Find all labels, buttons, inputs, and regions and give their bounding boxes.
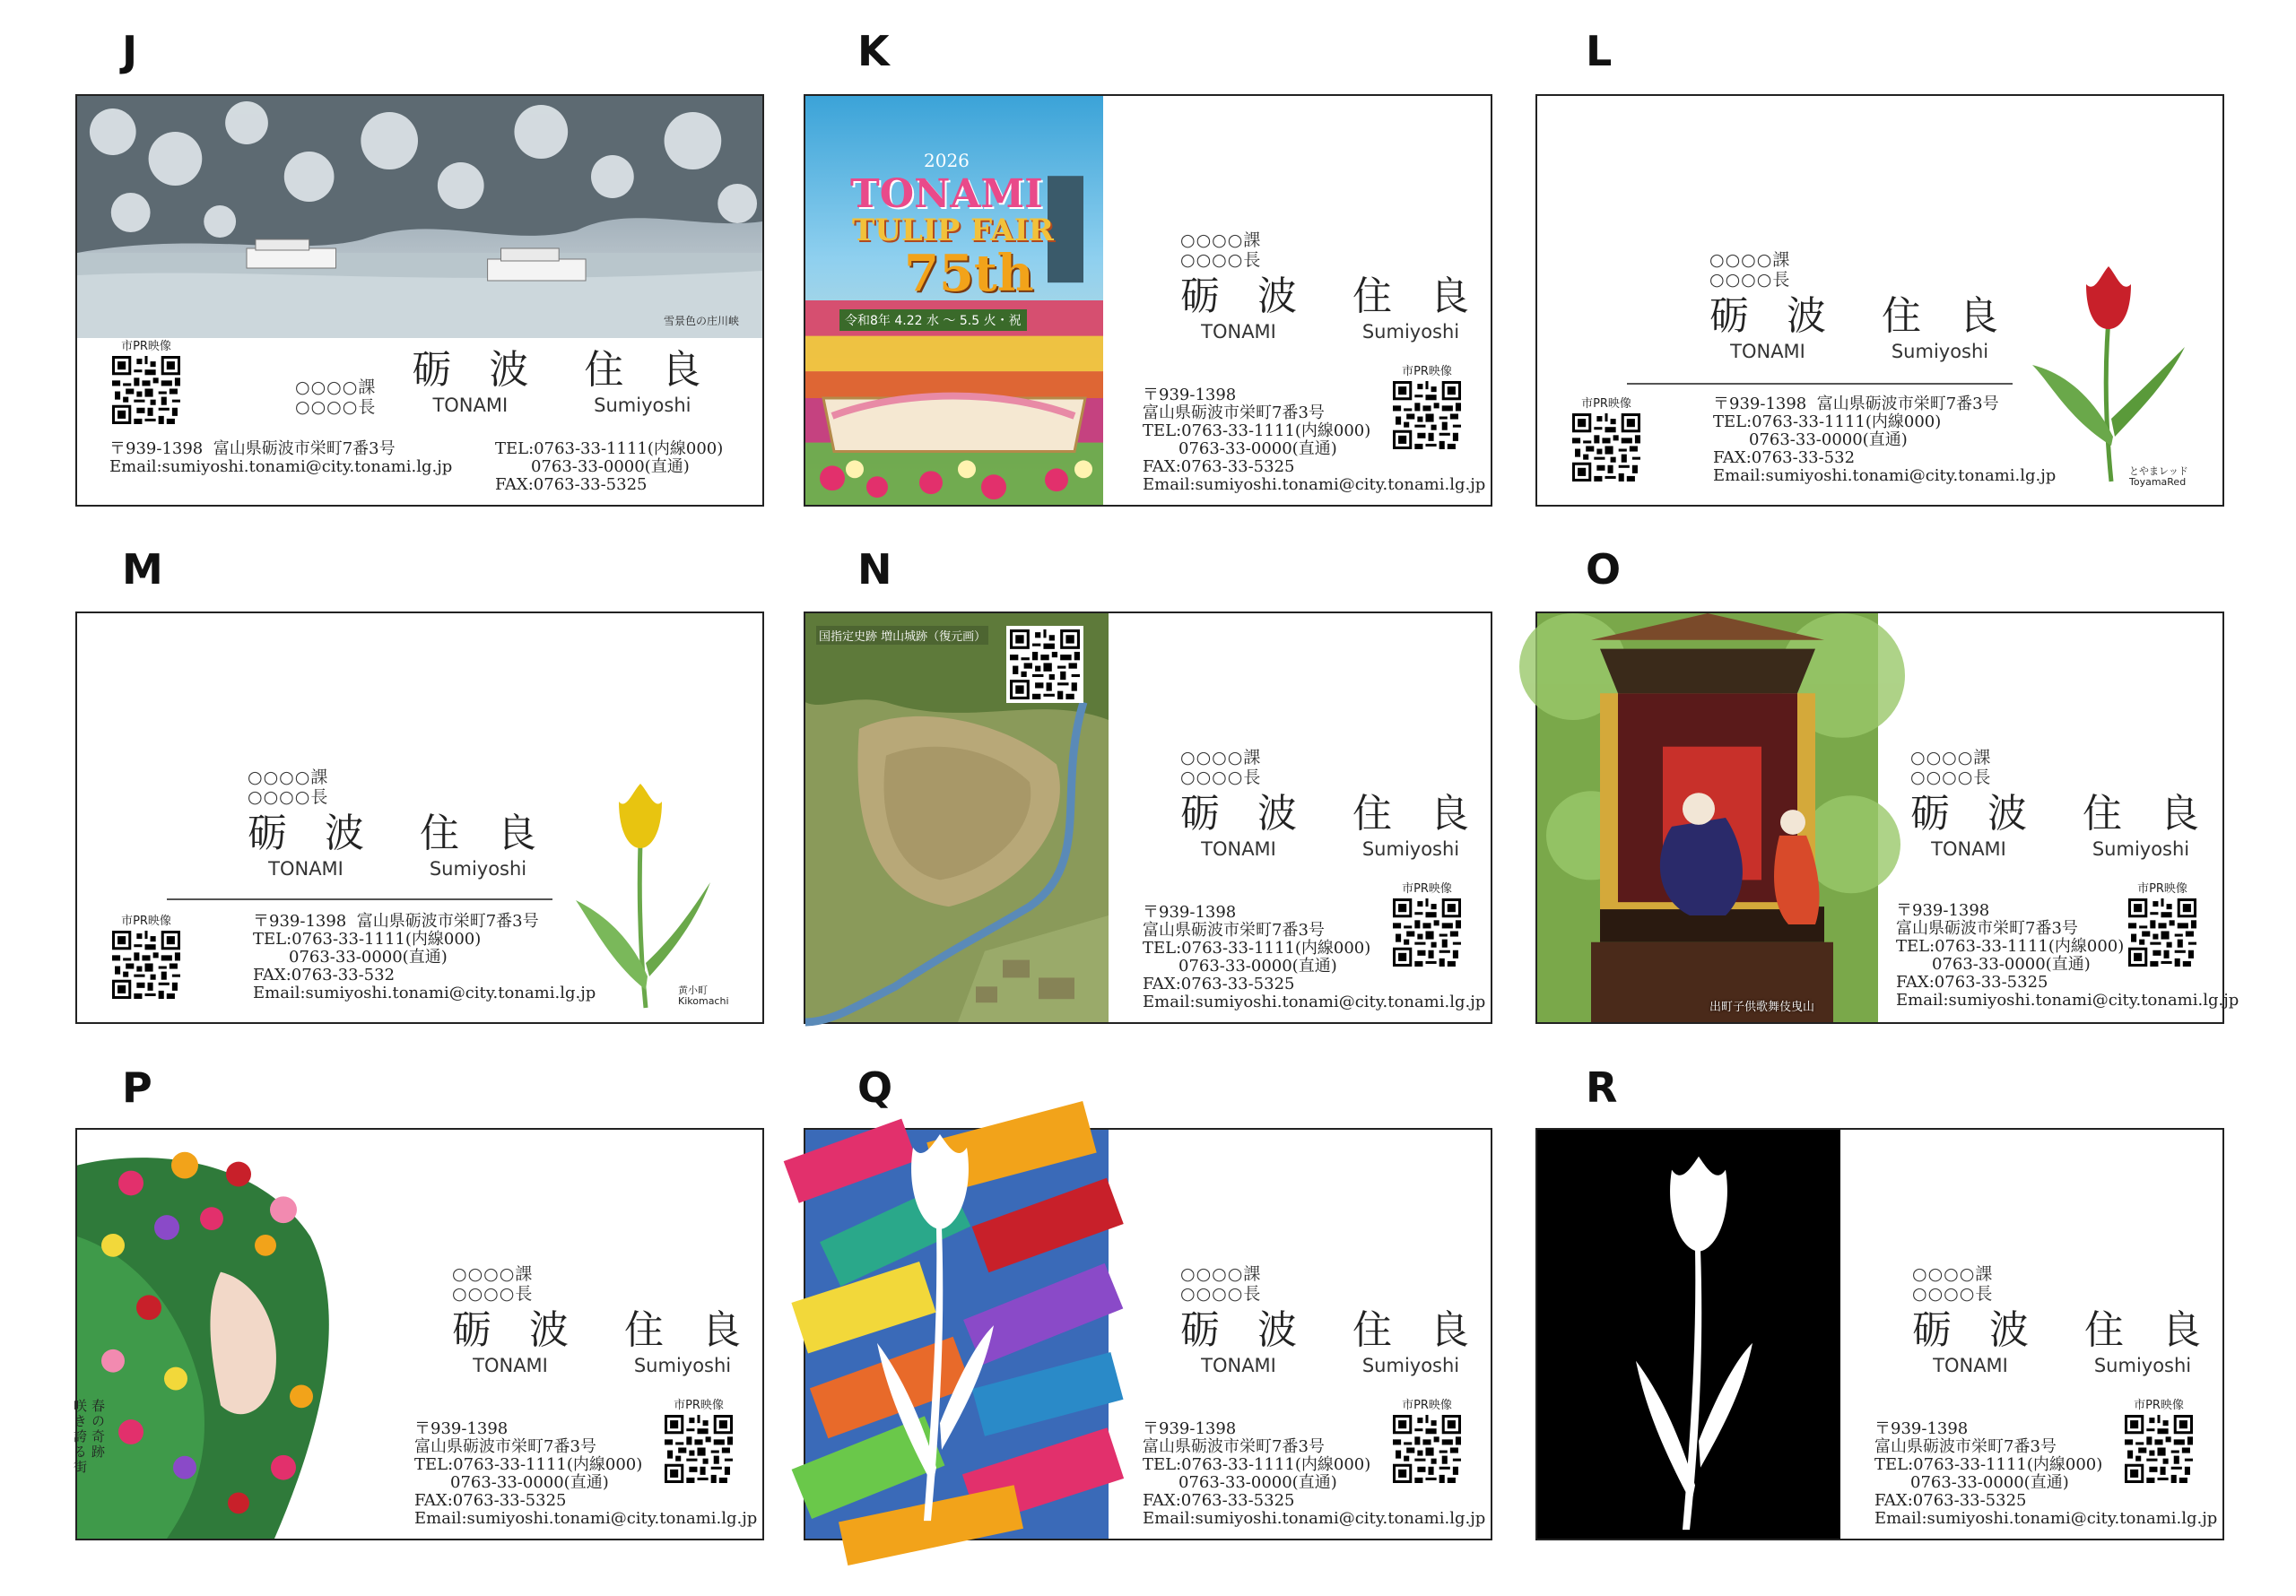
flower-woman-illustration	[77, 1130, 380, 1539]
department: ○○○○課	[1180, 748, 1262, 768]
fax: FAX:0763-33-5325	[414, 1491, 567, 1510]
divider-line	[1627, 383, 2013, 385]
surname: 砺 波	[452, 1307, 581, 1353]
business-card-q[interactable]	[804, 1128, 1492, 1540]
given-name: 住 良	[1882, 293, 2011, 339]
address-block	[414, 1420, 757, 1528]
fax: FAX:0763-33-5325	[495, 475, 648, 494]
given-roman: Sumiyoshi	[633, 1355, 732, 1376]
direct-tel[interactable]: 0763-33-0000(直通)	[1932, 955, 2091, 974]
given-name: 住 良	[584, 347, 714, 393]
given-roman: Sumiyoshi	[2093, 1355, 2192, 1376]
address: 富山県砺波市栄町7番3号	[1896, 919, 2078, 938]
address: 富山県砺波市栄町7番3号	[1143, 403, 1325, 422]
surname-roman: TONAMI	[1201, 1355, 1276, 1376]
name-block	[1180, 748, 1482, 861]
qr-block	[1570, 397, 1643, 481]
tulip-name-en: Kikomachi	[678, 995, 729, 1007]
fair-anniversary: 75th	[904, 244, 1034, 303]
email[interactable]: Email:sumiyoshi.tonami@city.tonami.lg.jp	[1143, 475, 1486, 494]
qr-label: 市PR映像	[121, 915, 171, 928]
given-roman: Sumiyoshi	[594, 395, 691, 416]
department: ○○○○課	[1910, 748, 1992, 768]
card-letter-k: K	[857, 27, 890, 75]
surname: 砺 波	[412, 347, 542, 393]
direct-tel[interactable]: 0763-33-0000(直通)	[531, 457, 690, 476]
job-title: ○○○○長	[1180, 768, 1262, 787]
job-title: ○○○○長	[248, 787, 329, 807]
business-card-r[interactable]	[1535, 1128, 2224, 1540]
qr-label: 市PR映像	[1402, 365, 1452, 378]
business-card-m[interactable]	[75, 612, 764, 1024]
card-letter-p: P	[122, 1063, 152, 1112]
direct-tel[interactable]: 0763-33-0000(直通)	[450, 1473, 609, 1492]
given-roman: Sumiyoshi	[2092, 838, 2190, 860]
surname-roman: TONAMI	[1931, 838, 2006, 860]
qr-label: 市PR映像	[121, 340, 171, 353]
email[interactable]: Email:sumiyoshi.tonami@city.tonami.lg.jp	[109, 457, 453, 476]
postal-code: 〒939-1398	[253, 912, 347, 931]
qr-label: 市PR映像	[1402, 1399, 1452, 1412]
given-roman: Sumiyoshi	[429, 858, 527, 880]
qr-label: 市PR映像	[674, 1399, 724, 1412]
surname: 砺 波	[1912, 1307, 2041, 1353]
address-block	[1143, 386, 1485, 494]
qr-label: 市PR映像	[1581, 397, 1631, 411]
fax: FAX:0763-33-5325	[1874, 1491, 2027, 1510]
qr-code-icon[interactable]	[112, 356, 180, 424]
fax: FAX:0763-33-5325	[1143, 975, 1295, 993]
direct-tel[interactable]: 0763-33-0000(直通)	[1178, 439, 1337, 458]
fax: FAX:0763-33-5325	[1143, 1491, 1295, 1510]
job-title: ○○○○長	[1180, 250, 1262, 270]
name-block	[1709, 250, 2011, 363]
qr-code-icon[interactable]	[1572, 413, 1640, 481]
email[interactable]: Email:sumiyoshi.tonami@city.tonami.lg.jp	[1874, 1509, 2218, 1528]
job-title: ○○○○長	[1709, 270, 1791, 290]
surname-roman: TONAMI	[268, 858, 344, 880]
fax: FAX:0763-33-532	[253, 966, 396, 984]
job-title: ○○○○長	[452, 1284, 534, 1304]
email[interactable]: Email:sumiyoshi.tonami@city.tonami.lg.jp	[253, 984, 596, 1002]
card-letter-q: Q	[857, 1063, 893, 1112]
department: ○○○○課	[1180, 1264, 1262, 1284]
surname-roman: TONAMI	[1730, 341, 1805, 362]
address-block	[1143, 904, 1485, 1011]
tulip-icon	[576, 784, 710, 1008]
address-block	[1874, 1420, 2217, 1528]
email[interactable]: Email:sumiyoshi.tonami@city.tonami.lg.jp	[1713, 466, 2057, 485]
surname-roman: TONAMI	[1201, 321, 1276, 343]
qr-code-icon[interactable]	[112, 931, 180, 999]
address: 富山県砺波市栄町7番3号	[356, 912, 539, 931]
address: 富山県砺波市栄町7番3号	[1143, 1437, 1325, 1456]
tel[interactable]: TEL:0763-33-1111(内線000)	[1143, 1455, 1371, 1474]
department: ○○○○課	[248, 768, 329, 787]
fair-dates: 令和8年 4.22 水 ～ 5.5 火・祝	[839, 309, 1027, 331]
qr-block	[109, 915, 183, 999]
address-block	[109, 440, 452, 476]
tel[interactable]: TEL:0763-33-1111(内線000)	[414, 1455, 643, 1474]
surname: 砺 波	[1709, 293, 1839, 339]
name-block	[1910, 748, 2212, 861]
email[interactable]: Email:sumiyoshi.tonami@city.tonami.lg.jp	[1143, 993, 1486, 1011]
fair-year: 2026	[924, 150, 970, 171]
tel[interactable]: TEL:0763-33-1111(内線000)	[495, 439, 724, 458]
direct-tel[interactable]: 0763-33-0000(直通)	[1178, 1473, 1337, 1492]
name-block	[1180, 230, 1482, 343]
surname-roman: TONAMI	[432, 395, 509, 416]
department: ○○○○課	[452, 1264, 534, 1284]
given-roman: Sumiyoshi	[1361, 1355, 1460, 1376]
surname: 砺 波	[1180, 273, 1309, 319]
direct-tel[interactable]: 0763-33-0000(直通)	[1178, 957, 1337, 976]
address: 富山県砺波市栄町7番3号	[1874, 1437, 2057, 1456]
card-letter-r: R	[1586, 1063, 1618, 1112]
postal-code: 〒939-1398	[1143, 386, 1237, 404]
direct-tel[interactable]: 0763-33-0000(直通)	[1749, 430, 1908, 449]
business-card-n[interactable]	[804, 612, 1492, 1024]
name-block	[1912, 1264, 2213, 1377]
given-name: 住 良	[1352, 1307, 1482, 1353]
business-card-p[interactable]	[72, 1128, 764, 1540]
black-tulip-panel	[1537, 1130, 1840, 1539]
postal-code: 〒939-1398	[1143, 1419, 1237, 1438]
kabuki-float-photo	[1537, 613, 1878, 1022]
address: 富山県砺波市栄町7番3号	[1816, 395, 1999, 413]
department: ○○○○課	[1180, 230, 1262, 250]
tel[interactable]: TEL:0763-33-1111(内線000)	[1143, 421, 1371, 440]
surname-roman: TONAMI	[1933, 1355, 2008, 1376]
department: ○○○○課	[1912, 1264, 1994, 1284]
email[interactable]: Email:sumiyoshi.tonami@city.tonami.lg.jp	[1896, 991, 2239, 1010]
address-block	[1896, 902, 2239, 1010]
divider-line	[167, 898, 552, 900]
fax: FAX:0763-33-5325	[1896, 973, 2048, 992]
qr-label: 市PR映像	[2137, 882, 2187, 896]
postal-code: 〒939-1398	[1713, 395, 1807, 413]
business-card-l[interactable]	[1535, 94, 2224, 507]
business-card-o[interactable]	[1535, 612, 2239, 1024]
job-title: ○○○○長	[1912, 1284, 1994, 1304]
poster-slogan-2: 咲き誇る街	[72, 1399, 88, 1475]
name-block	[1180, 1264, 1482, 1377]
business-card-k[interactable]	[804, 94, 1492, 507]
direct-tel[interactable]: 0763-33-0000(直通)	[1910, 1473, 2069, 1492]
card-letter-n: N	[857, 545, 892, 594]
surname-roman: TONAMI	[473, 1355, 548, 1376]
qr-label: 市PR映像	[1402, 882, 1452, 896]
tel[interactable]: TEL:0763-33-1111(内線000)	[1896, 937, 2125, 956]
direct-tel[interactable]: 0763-33-0000(直通)	[289, 948, 448, 967]
address: 富山県砺波市栄町7番3号	[414, 1437, 596, 1456]
tulip-name-jp: とやまレッド	[2129, 465, 2188, 477]
name-block	[248, 768, 549, 880]
tulip-name-jp: 黄小町	[678, 984, 708, 996]
surname: 砺 波	[1180, 791, 1309, 837]
qr-block	[109, 340, 183, 424]
job-title: ○○○○長	[1180, 1284, 1262, 1304]
job-title: ○○○○長	[1910, 768, 1992, 787]
tel[interactable]: TEL:0763-33-1111(内線000)	[1713, 412, 1942, 431]
address: 富山県砺波市栄町7番3号	[1143, 921, 1325, 940]
name-block	[295, 347, 714, 417]
email[interactable]: Email:sumiyoshi.tonami@city.tonami.lg.jp	[414, 1509, 758, 1528]
postal-code: 〒939-1398	[1874, 1419, 1969, 1438]
given-roman: Sumiyoshi	[1361, 321, 1460, 343]
surname: 砺 波	[248, 811, 377, 856]
fair-title-2: TULIP FAIR	[852, 213, 1054, 248]
card-letter-o: O	[1586, 545, 1622, 594]
email[interactable]: Email:sumiyoshi.tonami@city.tonami.lg.jp	[1143, 1509, 1486, 1528]
given-name: 住 良	[2083, 791, 2212, 837]
tulip-icon	[2032, 266, 2185, 481]
fair-title-1: TONAMI	[850, 171, 1043, 217]
department: ○○○○課	[1709, 250, 1791, 270]
name-block	[452, 1264, 753, 1377]
poster-slogan-1: 春の奇跡	[90, 1399, 106, 1460]
postal-code: 〒939-1398	[1896, 901, 1990, 920]
fax: FAX:0763-33-5325	[1143, 457, 1295, 476]
business-card-j[interactable]	[75, 94, 764, 507]
given-name: 住 良	[2084, 1307, 2213, 1353]
department: ○○○○課	[295, 377, 377, 397]
address-block	[1143, 1420, 1485, 1528]
surname: 砺 波	[1180, 1307, 1309, 1353]
given-roman: Sumiyoshi	[1891, 341, 1989, 362]
given-name: 住 良	[624, 1307, 753, 1353]
postal-code: 〒939-1398	[109, 439, 204, 458]
map-caption: 国指定史跡 増山城跡（復元画）	[816, 626, 988, 645]
surname-roman: TONAMI	[1201, 838, 1276, 860]
postal-code: 〒939-1398	[414, 1419, 509, 1438]
photo-caption: 雪景色の庄川峡	[663, 315, 739, 327]
given-name: 住 良	[1352, 273, 1482, 319]
card-letter-j: J	[122, 27, 138, 75]
photo-caption: 出町子供歌舞伎曳山	[1709, 1001, 1815, 1014]
card-letter-l: L	[1586, 27, 1613, 75]
tel[interactable]: TEL:0763-33-1111(内線000)	[253, 930, 482, 949]
address: 富山県砺波市栄町7番3号	[213, 439, 396, 458]
tulip-name-en: ToyamaRed	[2129, 476, 2187, 488]
qr-code-icon[interactable]	[1006, 626, 1083, 703]
address-block	[1713, 395, 2056, 485]
card-letter-m: M	[122, 545, 163, 594]
job-title: ○○○○長	[295, 397, 377, 417]
address-block	[253, 913, 596, 1002]
painted-tulip-art	[805, 1130, 1109, 1539]
snow-gorge-photo	[77, 96, 762, 338]
given-roman: Sumiyoshi	[1361, 838, 1460, 860]
fax: FAX:0763-33-532	[1713, 448, 1856, 467]
surname: 砺 波	[1910, 791, 2039, 837]
qr-label: 市PR映像	[2134, 1399, 2184, 1412]
given-name: 住 良	[1352, 791, 1482, 837]
phone-block	[495, 440, 723, 494]
tel[interactable]: TEL:0763-33-1111(内線000)	[1143, 939, 1371, 958]
given-name: 住 良	[420, 811, 549, 856]
postal-code: 〒939-1398	[1143, 903, 1237, 922]
tel[interactable]: TEL:0763-33-1111(内線000)	[1874, 1455, 2103, 1474]
